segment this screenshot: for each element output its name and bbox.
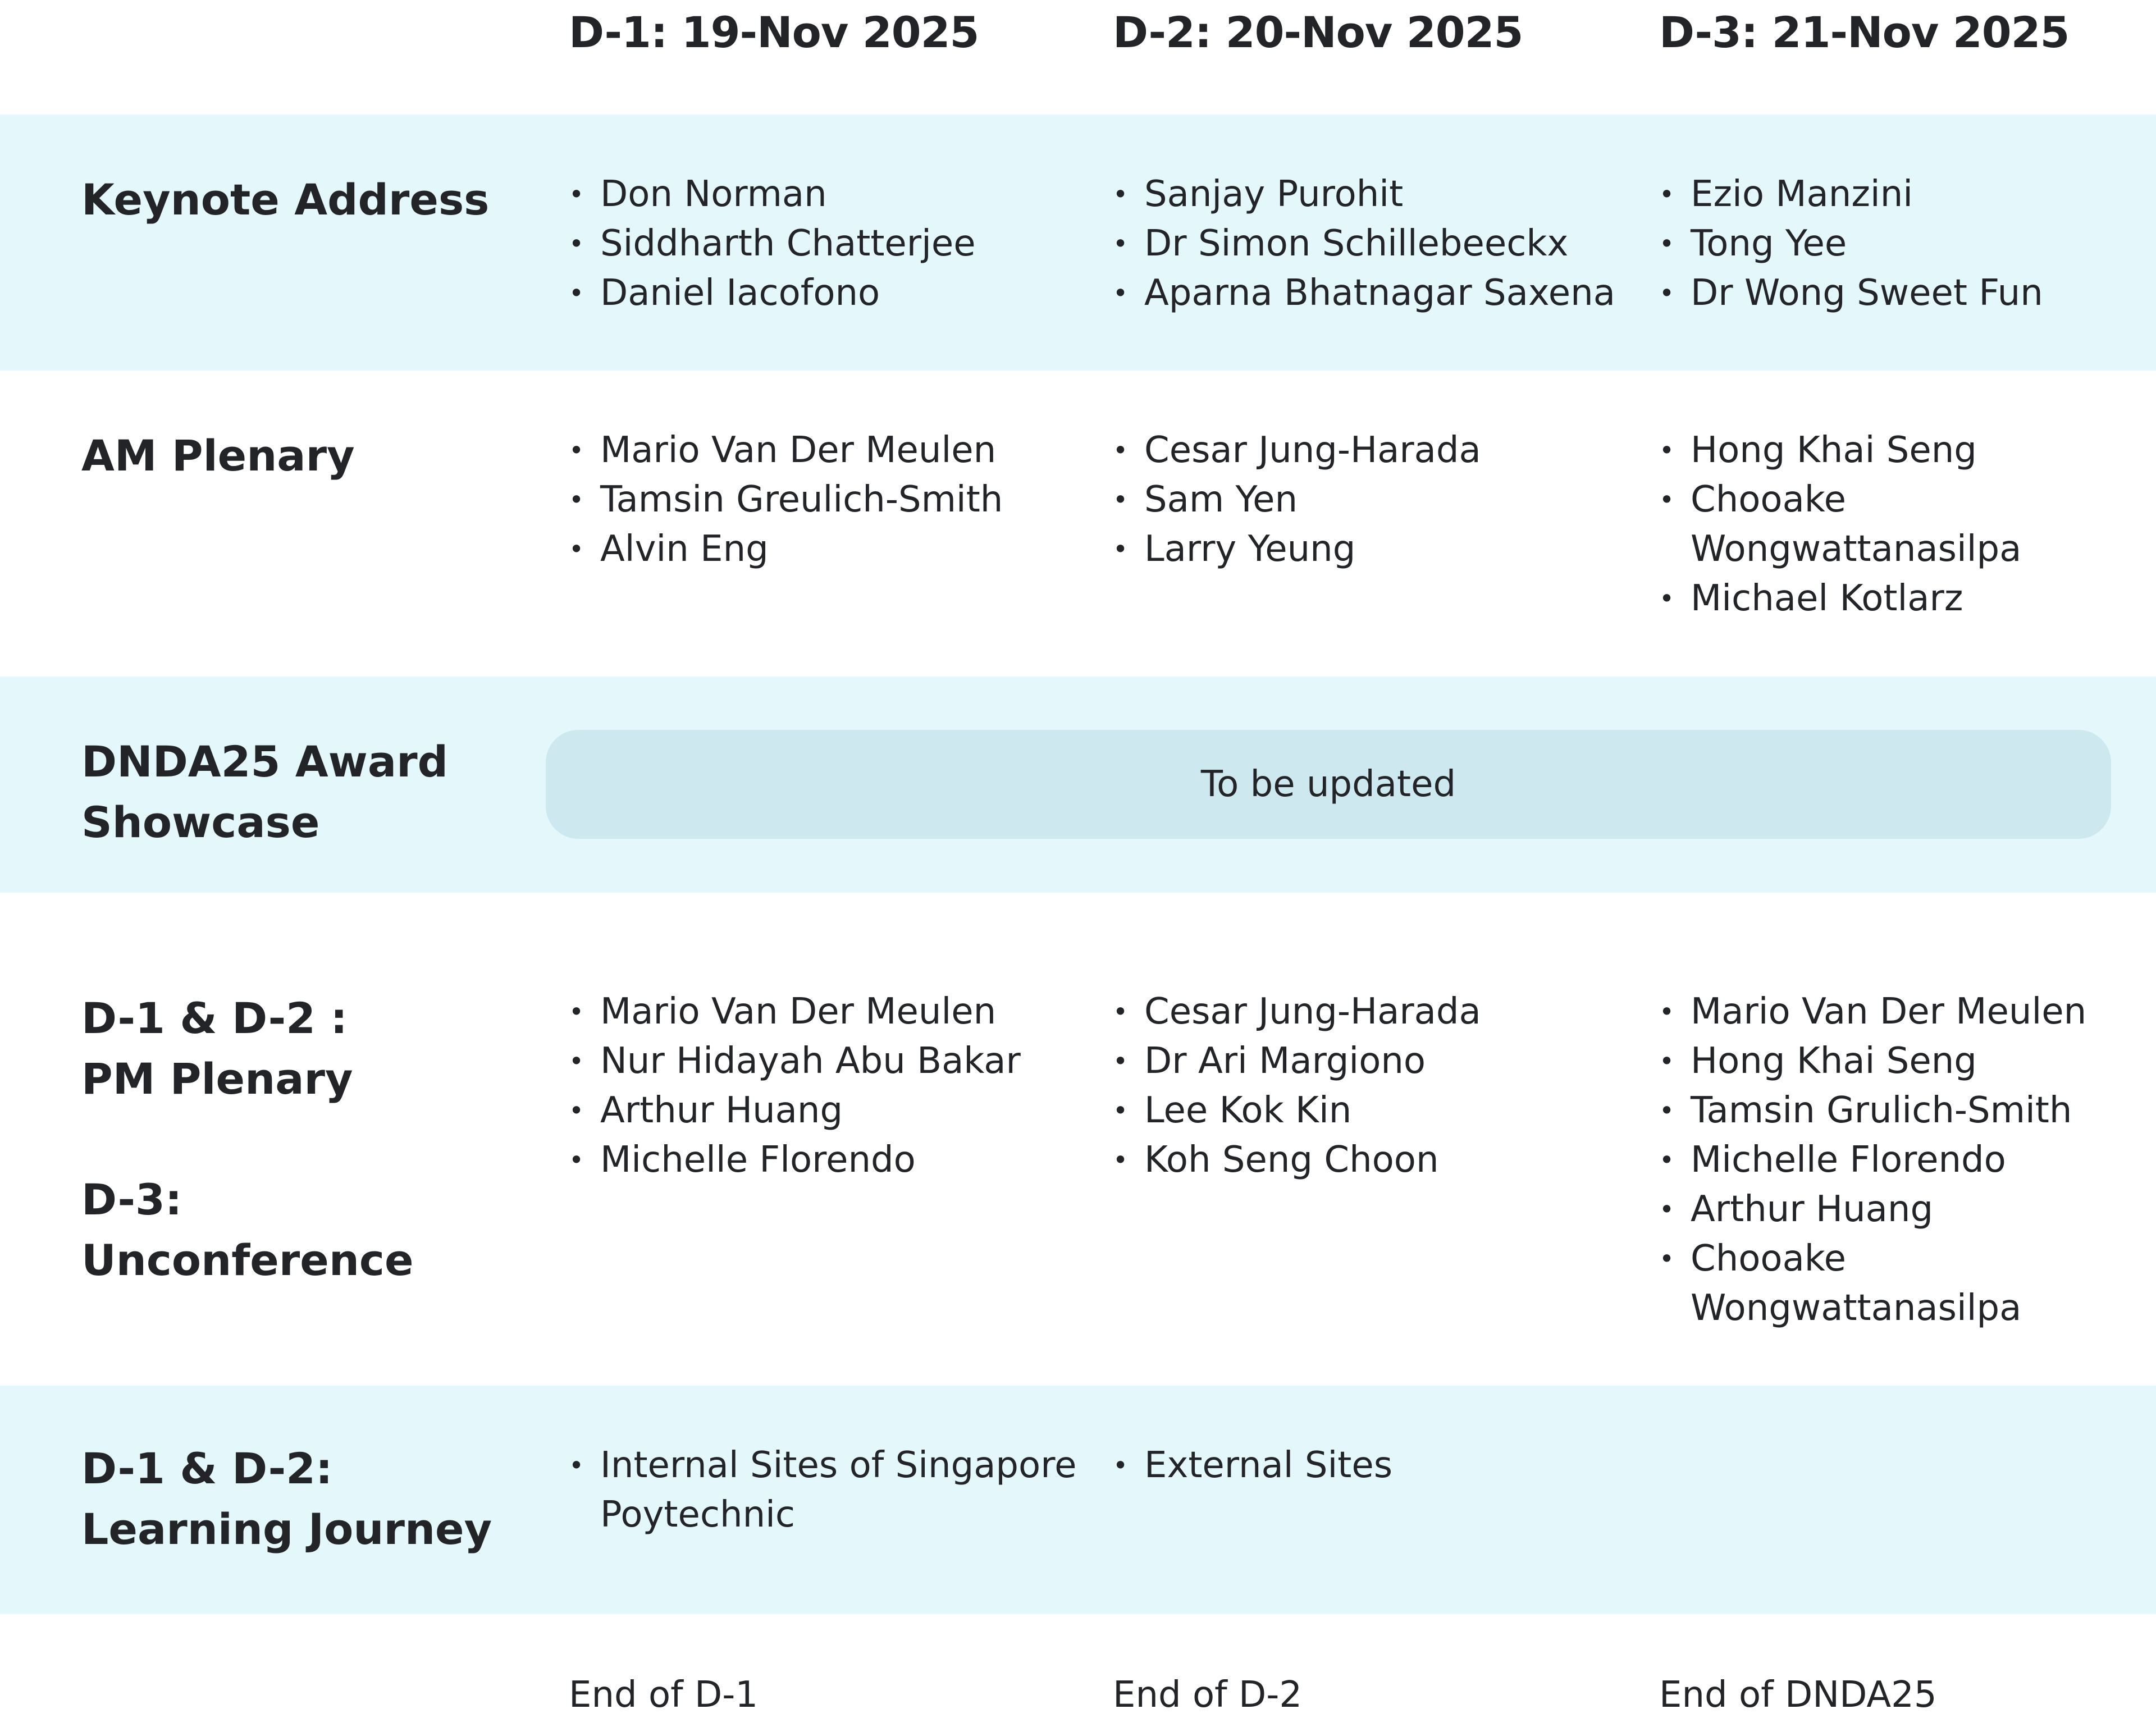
list-item <box>1659 1185 2156 1234</box>
list-item <box>569 219 1074 268</box>
list-item-text: External Sites <box>1144 1445 1393 1486</box>
list-item-text: Siddharth Chatterjee <box>600 223 976 264</box>
list-item <box>569 1086 1074 1135</box>
bullet-icon: • <box>569 1095 584 1126</box>
keynote-d2-list <box>1113 170 1618 318</box>
bullet-icon: • <box>1113 1450 1129 1481</box>
list-item <box>569 268 1074 318</box>
list-item <box>1659 1086 2156 1135</box>
list-item-text: Tong Yee <box>1691 223 1847 264</box>
list-item <box>569 170 1074 219</box>
end-label-d1: End of D-1 <box>569 1674 759 1716</box>
bullet-list <box>569 170 1074 318</box>
award-status-pill <box>546 730 2111 839</box>
label-line: Keynote Address <box>81 175 490 225</box>
bullet-icon: • <box>1659 1046 1675 1076</box>
list-item <box>1659 268 2156 318</box>
list-item <box>1113 1135 1618 1185</box>
bullet-icon: • <box>1113 534 1129 564</box>
list-item-text: Chooake <box>1691 479 1846 520</box>
list-item <box>1113 1086 1618 1135</box>
bullet-icon: • <box>1659 1095 1675 1126</box>
list-item <box>1659 1036 2156 1086</box>
list-item <box>1659 987 2156 1036</box>
day-header-d1: D-1: 19-Nov 2025 <box>569 7 979 57</box>
list-item-text: Daniel Iacofono <box>600 272 880 314</box>
label-line: D-1 & D-2: <box>81 1443 333 1493</box>
list-item <box>569 475 1074 524</box>
bullet-icon: • <box>569 179 584 209</box>
learning-d2-list <box>1113 1441 1618 1490</box>
list-item-text: Internal Sites of Singapore <box>600 1445 1077 1486</box>
learning-d1-list <box>569 1441 1077 1539</box>
list-item <box>1113 426 1618 475</box>
label-line: D-3: <box>81 1175 182 1224</box>
bullet-icon: • <box>1659 485 1675 515</box>
list-item-text: Mario Van Der Meulen <box>600 991 997 1032</box>
bullet-icon: • <box>569 229 584 259</box>
bullet-icon: • <box>569 278 584 308</box>
pm-plenary-d1-list <box>569 987 1074 1185</box>
list-item-text: Wongwattanasilpa <box>1691 528 2022 570</box>
list-item-text: Hong Khai Seng <box>1691 1040 1977 1082</box>
bullet-icon: • <box>569 435 584 465</box>
day-header-d2: D-2: 20-Nov 2025 <box>1113 7 1523 57</box>
list-item <box>569 1036 1074 1086</box>
list-item <box>1659 475 2156 574</box>
row-label-unconference <box>81 1169 414 1291</box>
list-item-text: Tamsin Grulich-Smith <box>1691 1090 2072 1131</box>
bullet-icon: • <box>1659 1244 1675 1274</box>
list-item <box>569 524 1074 574</box>
list-item <box>1113 524 1618 574</box>
list-item <box>1113 170 1618 219</box>
list-item-text: Don Norman <box>600 173 827 215</box>
list-item-text: Mario Van Der Meulen <box>600 430 997 471</box>
list-item-text: Alvin Eng <box>600 528 769 570</box>
bullet-icon: • <box>1659 1145 1675 1175</box>
bullet-icon: • <box>1113 278 1129 308</box>
list-item-text: Chooake <box>1691 1238 1846 1280</box>
list-item-text: Arthur Huang <box>1691 1189 1934 1230</box>
pm-plenary-d2-list <box>1113 987 1618 1185</box>
list-item <box>1659 574 2156 623</box>
bullet-icon: • <box>1113 179 1129 209</box>
list-item-text: Tamsin Greulich-Smith <box>600 479 1003 520</box>
bullet-icon: • <box>569 1450 584 1481</box>
label-line: Unconference <box>81 1235 414 1285</box>
label-line: DNDA25 Award <box>81 737 449 787</box>
list-item <box>569 426 1074 475</box>
bullet-icon: • <box>1113 997 1129 1027</box>
keynote-d3-list <box>1659 170 2156 318</box>
bullet-icon: • <box>1113 229 1129 259</box>
am-plenary-d1-list <box>569 426 1074 574</box>
end-label-d2: End of D-2 <box>1113 1674 1303 1716</box>
bullet-icon: • <box>1659 997 1675 1027</box>
row-label-am-plenary <box>81 426 355 486</box>
list-item-text: Dr Simon Schillebeeckx <box>1144 223 1569 264</box>
bullet-icon: • <box>1113 1046 1129 1076</box>
am-plenary-d2-list <box>1113 426 1618 574</box>
bullet-list <box>569 426 1074 574</box>
award-status-text: To be updated <box>1200 764 1456 805</box>
bullet-list <box>1113 1441 1618 1490</box>
bullet-list <box>1659 426 2156 623</box>
label-line: Learning Journey <box>81 1504 492 1554</box>
list-item <box>1113 1036 1618 1086</box>
bullet-icon: • <box>1659 229 1675 259</box>
list-item-text: Nur Hidayah Abu Bakar <box>600 1040 1021 1082</box>
list-item-text: Koh Seng Choon <box>1144 1139 1439 1181</box>
bullet-icon: • <box>1659 435 1675 465</box>
list-item <box>569 1441 1077 1539</box>
row-label-award <box>81 732 448 853</box>
bullet-icon: • <box>569 1046 584 1076</box>
bullet-icon: • <box>1113 485 1129 515</box>
list-item-text: Wongwattanasilpa <box>1691 1287 2022 1329</box>
end-label-d3: End of DNDA25 <box>1659 1674 1937 1716</box>
bullet-icon: • <box>1659 1194 1675 1224</box>
list-item-text: Ezio Manzini <box>1691 173 1913 215</box>
day-header-d3: D-3: 21-Nov 2025 <box>1659 7 2070 57</box>
label-line: Showcase <box>81 797 320 847</box>
bullet-icon: • <box>1659 583 1675 614</box>
list-item <box>1659 1234 2156 1333</box>
list-item-text: Michelle Florendo <box>600 1139 916 1181</box>
list-item <box>1113 219 1618 268</box>
bullet-icon: • <box>1113 435 1129 465</box>
list-item <box>1113 268 1618 318</box>
am-plenary-d3-list <box>1659 426 2156 623</box>
bullet-list <box>1659 987 2156 1333</box>
list-item-text: Mario Van Der Meulen <box>1691 991 2087 1032</box>
bullet-list <box>569 1441 1077 1539</box>
row-label-pm-plenary <box>81 988 353 1109</box>
bullet-icon: • <box>1659 278 1675 308</box>
list-item-text: Michael Kotlarz <box>1691 578 1963 619</box>
pm-plenary-d3-list <box>1659 987 2156 1333</box>
list-item <box>1113 475 1618 524</box>
bullet-icon: • <box>1113 1095 1129 1126</box>
bullet-icon: • <box>569 997 584 1027</box>
list-item <box>1659 1135 2156 1185</box>
list-item-text: Larry Yeung <box>1144 528 1356 570</box>
list-item-text: Cesar Jung-Harada <box>1144 991 1481 1032</box>
row-label-learning <box>81 1438 492 1560</box>
label-line: AM Plenary <box>81 431 355 481</box>
list-item-text: Hong Khai Seng <box>1691 430 1977 471</box>
list-item-text: Michelle Florendo <box>1691 1139 2006 1181</box>
keynote-d1-list <box>569 170 1074 318</box>
label-line: PM Plenary <box>81 1054 353 1104</box>
list-item-text: Cesar Jung-Harada <box>1144 430 1481 471</box>
label-line: D-1 & D-2 : <box>81 993 348 1043</box>
list-item-text: Arthur Huang <box>600 1090 843 1131</box>
list-item-text: Lee Kok Kin <box>1144 1090 1352 1131</box>
list-item-text: Dr Ari Margiono <box>1144 1040 1426 1082</box>
list-item <box>1113 987 1618 1036</box>
bullet-list <box>1659 170 2156 318</box>
bullet-list <box>569 987 1074 1185</box>
bullet-icon: • <box>569 485 584 515</box>
bullet-icon: • <box>569 534 584 564</box>
list-item-text: Dr Wong Sweet Fun <box>1691 272 2043 314</box>
list-item <box>1659 170 2156 219</box>
list-item <box>1659 219 2156 268</box>
bullet-icon: • <box>1113 1145 1129 1175</box>
list-item-text: Sanjay Purohit <box>1144 173 1404 215</box>
list-item <box>569 987 1074 1036</box>
list-item-text: Sam Yen <box>1144 479 1298 520</box>
bullet-list <box>1113 426 1618 574</box>
bullet-icon: • <box>569 1145 584 1175</box>
bullet-list <box>1113 987 1618 1185</box>
list-item <box>1659 426 2156 475</box>
bullet-list <box>1113 170 1618 318</box>
list-item <box>1113 1441 1618 1490</box>
list-item-text: Aparna Bhatnagar Saxena <box>1144 272 1615 314</box>
list-item <box>569 1135 1074 1185</box>
bullet-icon: • <box>1659 179 1675 209</box>
row-label-keynote <box>81 170 489 230</box>
list-item-text: Poytechnic <box>600 1494 796 1536</box>
